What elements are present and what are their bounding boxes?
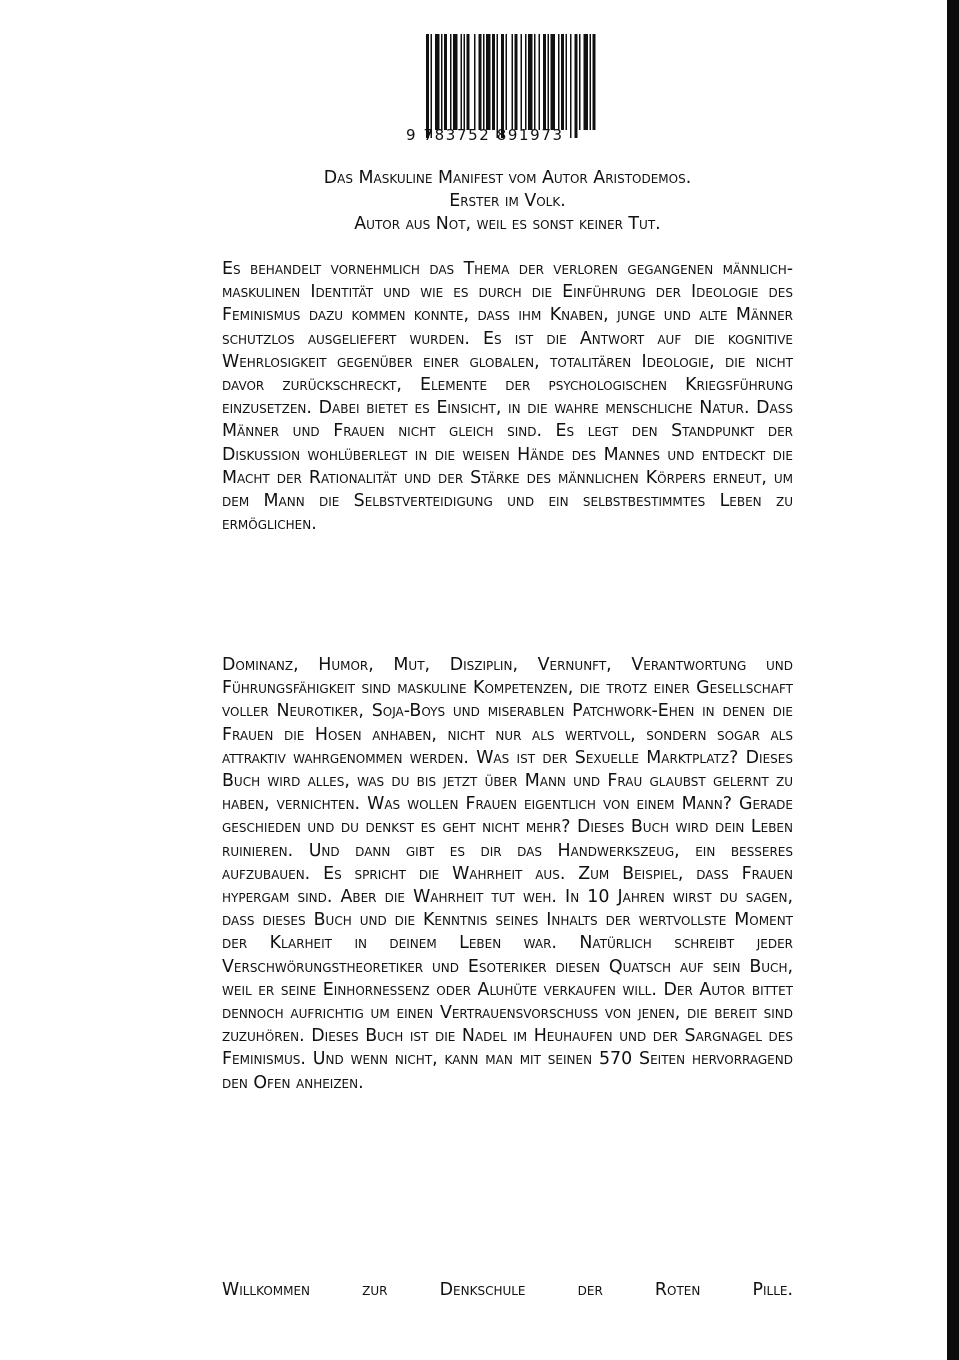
paragraph-competences: Dominanz, Humor, Mut, Disziplin, Vernunft, Verantwortung und Führungsfähigkeit sind maskuline Kompetenzen, die trotz einer Gesellschaft voller Neurotiker, Soja-Boys und miserablen Patchwork-Ehen in denen die Frauen die Hosen anhaben, nicht nur als wertvoll, sondern sogar als attraktiv wahrgenommen werden. Was ist der Sexuelle Marktplatz? Dieses Buch wird alles, was du bis jetzt über Mann und Frau glaubst gelernt zu haben, vernichten. Was wollen Frauen eigentlich von einem Mann? Gerade geschieden und du denkst es geht nicht mehr? Dieses Buch wird dein Leben ruinieren. Und dann gibt es dir das Handwerkszeug, ein besseres aufzubauen. Es spricht die Wahrheit aus. Zum Beispiel, dass Frauen hypergam sind. Aber die Wahrheit tut weh. In 10 Jahren wirst du sagen, dass dieses Buch und die Kenntnis seines Inhalts der wertvollste Moment der Klarheit in deinem Leben war. Natürlich schreibt jeder Verschwörungstheoretiker und Esoteriker diesen Quatsch auf sein Buch, weil er seine Einhornessenz oder Aluhüte verkaufen will. Der Autor bittet dennoch aufrichtig um einen Vertrauensvorschuss von jenen, die bereit sind zuzuhören. Dieses Buch ist die Nadel im Heuhaufen und der Sargnagel des Feminismus. Und wenn nicht, kann man mit seinen 570 Seiten hervorragend den Ofen anheizen. bbox=[222, 655, 793, 1093]
barcode-icon bbox=[406, 34, 598, 138]
page-edge-shadow bbox=[947, 0, 959, 1360]
intro-block bbox=[222, 167, 793, 237]
intro-line-title: Das Maskuline Manifest vom Autor Aristodemos. bbox=[323, 168, 692, 188]
barcode-number: 9 783752 891973 bbox=[406, 126, 564, 144]
paragraph-identity: Es behandelt vornehmlich das Thema der verloren gegangenen männlich-maskulinen Identität und wie es durch die Einführung der Ideologie des Feminismus dazu kommen konnte, dass ihm Knaben, junge und alte Männer schutzlos ausgeliefert wurden. Es ist die Antwort auf die kognitive Wehrlosigkeit gegenüber einer globalen, totalitären Ideologie, die nicht davor zurückschreckt, Elemente der psychologischen Kriegsführung einzusetzen. Dabei bietet es Einsicht, in die wahre menschliche Natur. Dass Männer und Frauen nicht gleich sind. Es legt den Standpunkt der Diskussion wohlüberlegt in die weisen Hände des Mannes und entdeckt die Macht der Rationalität und der Stärke des männlichen Körpers erneut, um dem Mann die Selbstverteidigung und ein selbstbestimmtes Leben zu ermöglichen. bbox=[222, 259, 793, 535]
barcode bbox=[406, 34, 598, 146]
closing-line: Willkommen zur Denkschule der Roten Pille. bbox=[222, 1280, 793, 1300]
intro-line-tagline: Autor aus Not, weil es sonst keiner Tut. bbox=[354, 214, 661, 235]
intro-line-subtitle: Erster im Volk. bbox=[449, 191, 566, 212]
